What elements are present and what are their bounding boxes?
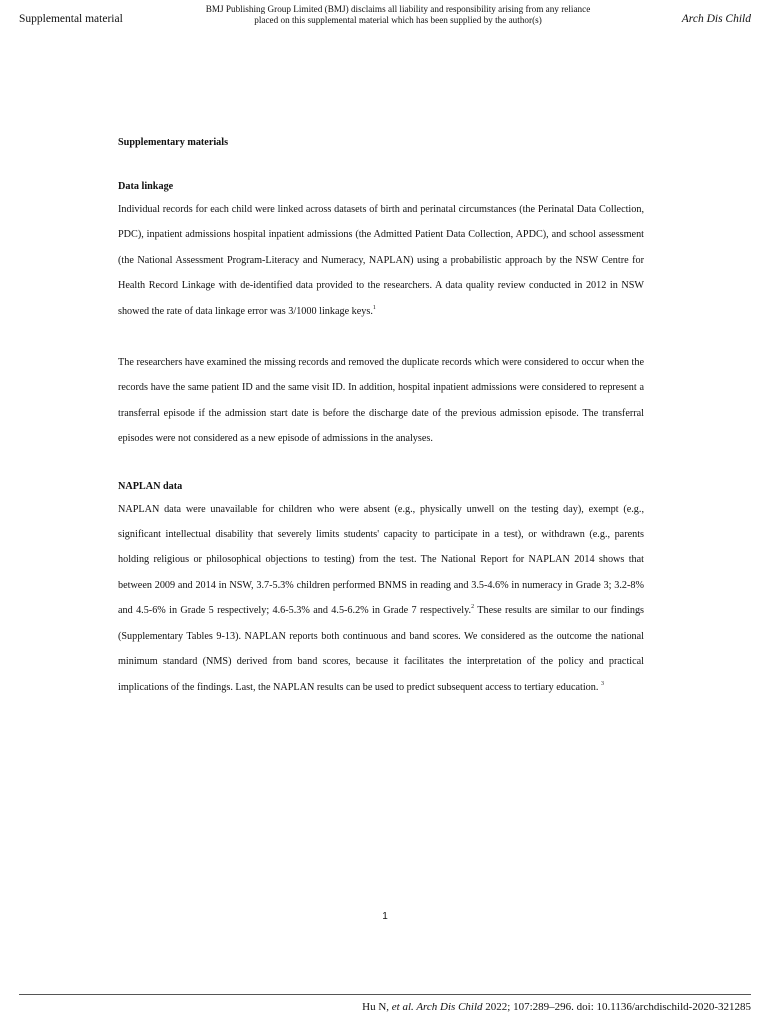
paragraph-naplan-1: [118, 497, 644, 700]
reference-superscript: 1: [372, 304, 376, 311]
section-heading-naplan: NAPLAN data: [118, 480, 183, 492]
footer-citation: [362, 1001, 751, 1013]
section-heading-data-linkage: Data linkage: [118, 181, 174, 192]
paragraph-text-b: These results are similar to our findings (Supplementary Tables 9-13). NAPLAN reports both continuous and band scores. We considered as the outcome the national minimum standard (NMS) derived from band scores, because it facilitates the interpretation of the policy and practical implications of the findings. Last, the NAPLAN results can be used to predict subsequent access to tertiary education.: [118, 605, 644, 693]
footer-doi: 2022; 107:289–296. doi: 10.1136/archdischild-2020-321285: [482, 1001, 751, 1013]
document-title: Supplementary materials: [118, 137, 229, 148]
paragraph-text-a: NAPLAN data were unavailable for children who were absent (e.g., physically unwell on the testing day), exempt (e.g., significant intellectual disability that severely limits students' capacity to participate in a test), or withdrawn (e.g., parents holding religious or philosophical objections to testing) from the test. The National Report for NAPLAN 2014 shows that between 2009 and 2014 in NSW, 3.7-5.3% children performed BNMS in reading and 3.5-4.6% in numeracy in Grade 3; 3.2-8% and 4.5-6% in Grade 5 respectively; 4.6-5.3% and 4.5-6.2% in Grade 7 respectively.: [118, 503, 644, 617]
reference-superscript: 2: [471, 604, 475, 611]
header-disclaimer: [168, 4, 628, 26]
page-number: 1: [382, 911, 388, 922]
paragraph-data-linkage-1: [118, 197, 644, 324]
header-right-journal: Arch Dis Child: [681, 13, 751, 25]
disclaimer-line-2: placed on this supplemental material which has been supplied by the author(s): [254, 15, 542, 25]
paragraph-data-linkage-2: The researchers have examined the missing records and removed the duplicate records which were considered to occur when the records have the same patient ID and the same visit ID. In addition, hospital inpatient admissions were considered to represent a transferral episode if the admission start date is before the discharge date of the previous admission episode. The transferral episodes were not considered as a new episode of admissions in the analyses.: [118, 357, 644, 445]
disclaimer-line-1: BMJ Publishing Group Limited (BMJ) disclaims all liability and responsibility arising from any reliance: [205, 4, 591, 14]
paragraph-text: Individual records for each child were linked across datasets of birth and perinatal circumstances (the Perinatal Data Collection, PDC), inpatient admissions hospital inpatient admissions (the Admitted Patient Data Collection, APDC), and school assessment (the National Assessment Program-Literacy and Numeracy, NAPLAN) using a probabilistic approach by the NSW Centre for Health Record Linkage with de-identified data provided to the researchers. A data quality review conducted in 2012 in NSW showed the rate of data linkage error was 3/1000 linkage keys.: [118, 204, 644, 317]
header-left: Supplemental material: [19, 13, 123, 25]
footer-journal: et al. Arch Dis Child: [391, 1001, 483, 1013]
footer-authors: Hu N,: [362, 1001, 392, 1013]
document-body: [118, 136, 644, 700]
footer-rule: [19, 994, 751, 995]
reference-superscript: 3: [600, 680, 604, 687]
